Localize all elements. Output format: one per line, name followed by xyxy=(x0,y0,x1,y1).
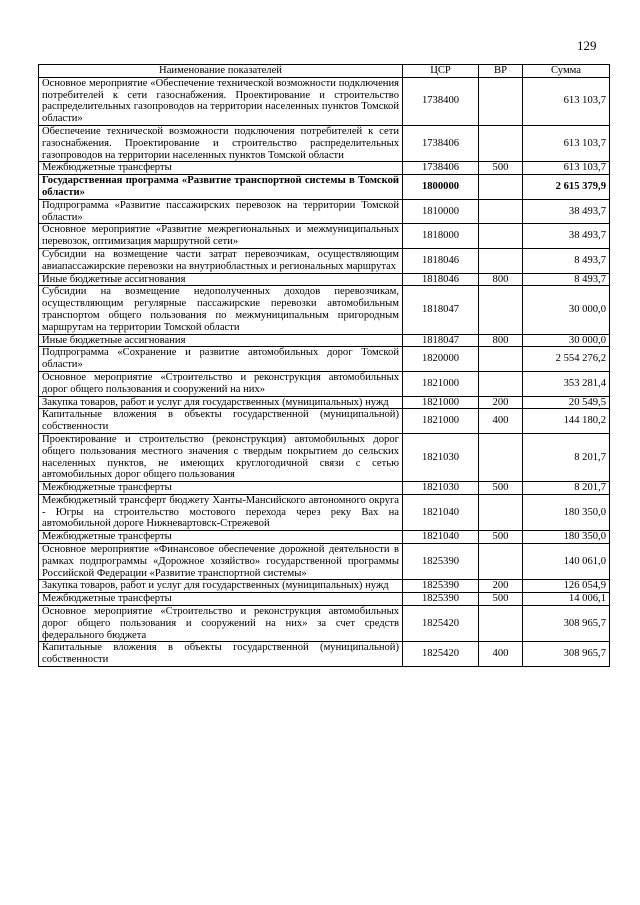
row-vr-code xyxy=(479,248,523,273)
row-vr-code: 200 xyxy=(479,396,523,409)
row-name: Основное мероприятие «Развитие межрегиональных и межмуниципальных перевозок, оптимизация маршрутной сети» xyxy=(39,224,403,249)
row-sum: 38 493,7 xyxy=(523,199,610,224)
row-vr-code xyxy=(479,433,523,481)
row-vr-code: 500 xyxy=(479,162,523,175)
row-name: Основное мероприятие «Строительство и реконструкция автомобильных дорог общего пользования и сооружений на них» за счет средств федерального бюджета xyxy=(39,606,403,642)
row-vr-code xyxy=(479,606,523,642)
header-csr: ЦСР xyxy=(403,65,479,78)
table-row xyxy=(39,334,610,347)
table-row xyxy=(39,273,610,286)
row-vr-code xyxy=(479,286,523,334)
row-sum: 30 000,0 xyxy=(523,334,610,347)
row-csr-code: 1821000 xyxy=(403,371,479,396)
row-sum: 308 965,7 xyxy=(523,642,610,667)
row-csr-code: 1820000 xyxy=(403,347,479,372)
table-row xyxy=(39,494,610,530)
header-vr: ВР xyxy=(479,65,523,78)
row-vr-code: 800 xyxy=(479,334,523,347)
row-csr-code: 1821030 xyxy=(403,433,479,481)
row-vr-code xyxy=(479,544,523,580)
table-row xyxy=(39,371,610,396)
table-body xyxy=(39,77,610,666)
table-row xyxy=(39,606,610,642)
row-vr-code xyxy=(479,371,523,396)
table-row xyxy=(39,77,610,125)
row-sum: 8 493,7 xyxy=(523,248,610,273)
row-csr-code: 1818046 xyxy=(403,273,479,286)
table-row xyxy=(39,531,610,544)
row-sum: 2 615 379,9 xyxy=(523,175,610,200)
row-sum: 8 201,7 xyxy=(523,482,610,495)
row-sum: 2 554 276,2 xyxy=(523,347,610,372)
row-vr-code xyxy=(479,347,523,372)
row-vr-code xyxy=(479,175,523,200)
page-number: 129 xyxy=(577,38,597,53)
budget-table xyxy=(38,64,610,667)
table-row xyxy=(39,347,610,372)
row-name: Проектирование и строительство (реконструкция) автомобильных дорог общего пользования местного значения с твердым покрытием до сельских населенных пунктов, не имеющих круглогодичной связи с сетью автомобильных дорог общего пользования xyxy=(39,433,403,481)
row-csr-code: 1738406 xyxy=(403,162,479,175)
row-csr-code: 1738406 xyxy=(403,125,479,161)
row-csr-code: 1825390 xyxy=(403,580,479,593)
table-row xyxy=(39,433,610,481)
table-header-row xyxy=(39,65,610,78)
row-name: Подпрограмма «Развитие пассажирских перевозок на территории Томской области» xyxy=(39,199,403,224)
row-name: Субсидии на возмещение части затрат перевозчикам, осуществляющим авиапассажирские перевозки на внутриобластных и региональных маршрутах xyxy=(39,248,403,273)
row-name: Субсидии на возмещение недополученных доходов перевозчикам, осуществляющим регулярные пассажирские перевозки автомобильным транспортом общего пользования по межмуниципальным пригородным маршрутам на территории Томской области xyxy=(39,286,403,334)
row-csr-code: 1821000 xyxy=(403,409,479,434)
row-csr-code: 1825390 xyxy=(403,544,479,580)
row-vr-code xyxy=(479,199,523,224)
row-vr-code: 500 xyxy=(479,531,523,544)
row-vr-code: 400 xyxy=(479,409,523,434)
row-name: Государственная программа «Развитие транспортной системы в Томской области» xyxy=(39,175,403,200)
row-name: Капитальные вложения в объекты государственной (муниципальной) собственности xyxy=(39,642,403,667)
row-sum: 140 061,0 xyxy=(523,544,610,580)
row-csr-code: 1738400 xyxy=(403,77,479,125)
row-csr-code: 1818046 xyxy=(403,248,479,273)
table-row xyxy=(39,642,610,667)
row-sum: 353 281,4 xyxy=(523,371,610,396)
table-row xyxy=(39,482,610,495)
row-vr-code: 500 xyxy=(479,593,523,606)
row-csr-code: 1821030 xyxy=(403,482,479,495)
row-sum: 613 103,7 xyxy=(523,162,610,175)
row-sum: 180 350,0 xyxy=(523,494,610,530)
row-sum: 8 493,7 xyxy=(523,273,610,286)
row-name: Межбюджетные трансферты xyxy=(39,531,403,544)
row-sum: 613 103,7 xyxy=(523,77,610,125)
row-vr-code xyxy=(479,494,523,530)
table-row xyxy=(39,396,610,409)
row-name: Основное мероприятие «Финансовое обеспечение дорожной деятельности в рамках подпрограммы «Дорожное хозяйство» государственной программы Российской Федерации «Развитие транспортной системы» xyxy=(39,544,403,580)
row-sum: 613 103,7 xyxy=(523,125,610,161)
row-name: Межбюджетный трансферт бюджету Ханты-Мансийского автономного округа - Югры на строительство мостового перехода через реку Вах на автомобильной дороге Нижневартовск-Стрежевой xyxy=(39,494,403,530)
row-name: Межбюджетные трансферты xyxy=(39,482,403,495)
header-name: Наименование показателей xyxy=(39,65,403,78)
row-sum: 308 965,7 xyxy=(523,606,610,642)
row-vr-code xyxy=(479,224,523,249)
table-row xyxy=(39,199,610,224)
row-name: Обеспечение технической возможности подключения потребителей к сети газоснабжения. Проектирование и строительство распределительных газопроводов на территории населенных пунктов Томской области xyxy=(39,125,403,161)
row-sum: 180 350,0 xyxy=(523,531,610,544)
table-row xyxy=(39,162,610,175)
row-csr-code: 1825390 xyxy=(403,593,479,606)
table-row xyxy=(39,286,610,334)
table-row xyxy=(39,175,610,200)
row-vr-code: 800 xyxy=(479,273,523,286)
table-row xyxy=(39,125,610,161)
row-csr-code: 1825420 xyxy=(403,642,479,667)
row-vr-code: 500 xyxy=(479,482,523,495)
row-csr-code: 1810000 xyxy=(403,199,479,224)
row-csr-code: 1818047 xyxy=(403,334,479,347)
row-sum: 38 493,7 xyxy=(523,224,610,249)
row-name: Капитальные вложения в объекты государственной (муниципальной) собственности xyxy=(39,409,403,434)
header-sum: Сумма xyxy=(523,65,610,78)
row-name: Межбюджетные трансферты xyxy=(39,162,403,175)
row-sum: 14 006,1 xyxy=(523,593,610,606)
row-csr-code: 1818047 xyxy=(403,286,479,334)
row-vr-code: 200 xyxy=(479,580,523,593)
row-sum: 20 549,5 xyxy=(523,396,610,409)
row-csr-code: 1821040 xyxy=(403,531,479,544)
row-sum: 144 180,2 xyxy=(523,409,610,434)
row-csr-code: 1821040 xyxy=(403,494,479,530)
row-sum: 126 054,9 xyxy=(523,580,610,593)
row-vr-code: 400 xyxy=(479,642,523,667)
table-row xyxy=(39,580,610,593)
row-csr-code: 1821000 xyxy=(403,396,479,409)
table-row xyxy=(39,409,610,434)
row-name: Закупка товаров, работ и услуг для государственных (муниципальных) нужд xyxy=(39,580,403,593)
row-name: Иные бюджетные ассигнования xyxy=(39,334,403,347)
row-name: Основное мероприятие «Обеспечение технической возможности подключения потребителей к сети газоснабжения. Проектирование и строительство распределительных газопроводов на территории населенных пунктов Томской области» xyxy=(39,77,403,125)
table-row xyxy=(39,544,610,580)
row-csr-code: 1800000 xyxy=(403,175,479,200)
row-name: Подпрограмма «Сохранение и развитие автомобильных дорог Томской области» xyxy=(39,347,403,372)
row-name: Иные бюджетные ассигнования xyxy=(39,273,403,286)
table-row xyxy=(39,593,610,606)
row-name: Основное мероприятие «Строительство и реконструкция автомобильных дорог общего пользования и сооружений на них» xyxy=(39,371,403,396)
row-name: Закупка товаров, работ и услуг для государственных (муниципальных) нужд xyxy=(39,396,403,409)
table-row xyxy=(39,248,610,273)
row-csr-code: 1818000 xyxy=(403,224,479,249)
row-vr-code xyxy=(479,125,523,161)
row-vr-code xyxy=(479,77,523,125)
row-sum: 8 201,7 xyxy=(523,433,610,481)
row-sum: 30 000,0 xyxy=(523,286,610,334)
table-row xyxy=(39,224,610,249)
row-csr-code: 1825420 xyxy=(403,606,479,642)
row-name: Межбюджетные трансферты xyxy=(39,593,403,606)
